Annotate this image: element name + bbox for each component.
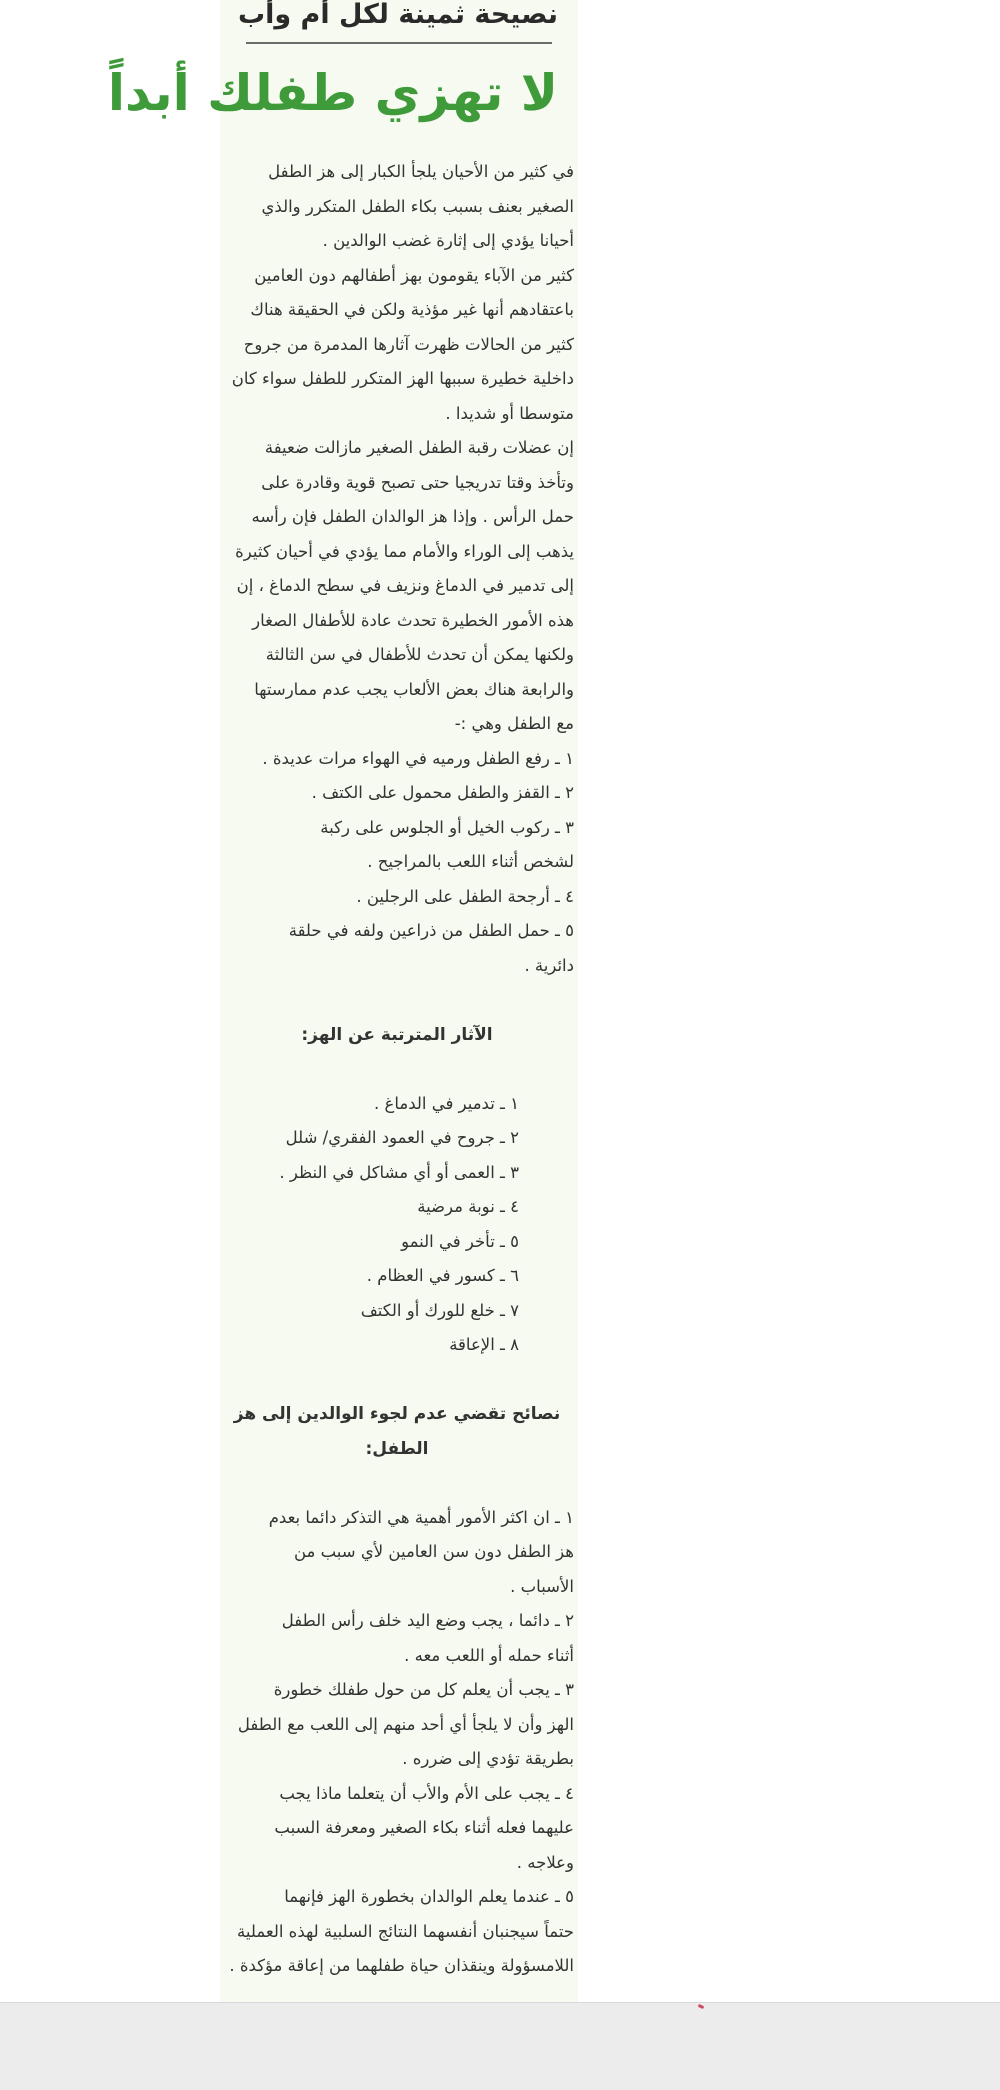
list-item <box>220 1604 574 1673</box>
list-item: ٤ ـ نوبة مرضية <box>417 1197 519 1216</box>
text-line: إن عضلات رقبة الطفل الصغير مازالت ضعيفة <box>264 438 574 457</box>
text-line: داخلية خطيرة سببها الهز المتكرر للطفل سواء كان <box>231 369 574 388</box>
kicker-divider <box>246 42 552 44</box>
text-line: كثير من الحالات ظهرت آثارها المدمرة من جروح <box>243 334 574 354</box>
effects-title: الآثار المترتبة عن الهز: <box>301 1024 493 1045</box>
text-line: الهز وأن لا يلجأ أي أحد منهم إلى اللعب مع الطفل <box>237 1714 574 1734</box>
text-line: ٣ ـ يجب أن يعلم كل من حول طفلك خطورة <box>273 1680 574 1699</box>
list-item <box>220 776 574 811</box>
list-item: ١ ـ تدمير في الدماغ . <box>374 1093 519 1113</box>
list-item <box>220 1673 574 1777</box>
text-line: ٤ ـ يجب على الأم والأب أن يتعلما ماذا يجب <box>279 1783 574 1803</box>
text-line: إلى تدمير في الدماغ ونزيف في سطح الدماغ ، إن <box>236 576 574 595</box>
list-item <box>220 1501 574 1605</box>
text-line: مع الطفل وهي :- <box>454 714 574 733</box>
text-line: هز الطفل دون سن العامين لأي سبب من <box>293 1542 574 1561</box>
text-line: لشخص أثناء اللعب بالمراجيح . <box>367 852 574 871</box>
text-line: دائرية . <box>524 955 574 975</box>
list-item: ٥ ـ تأخر في النمو <box>401 1231 519 1251</box>
text-line: باعتقادهم أنها غير مؤذية ولكن في الحقيقة هناك <box>250 300 574 319</box>
list-item: ٦ ـ كسور في العظام . <box>366 1266 519 1285</box>
text-line: في كثير من الأحيان يلجأ الكبار إلى هز الطفل <box>268 162 574 181</box>
text-line: ٣ ـ ركوب الخيل أو الجلوس على ركبة <box>320 817 574 837</box>
list-item <box>220 742 574 777</box>
list-item <box>220 880 574 915</box>
text-line: اللامسؤولة وينقذان حياة طفلهما من إعاقة مؤكدة . <box>229 1956 574 1975</box>
list-item: ٢ ـ جروح في العمود الفقري/ شلل <box>285 1128 519 1147</box>
text-line: أثناء حمله أو اللعب معه . <box>404 1645 574 1665</box>
scan-margin <box>0 2002 1000 2090</box>
article-kicker: نصيحة ثمينة لكل أم وأب <box>237 0 558 30</box>
list-item <box>220 811 574 880</box>
text-line: متوسطا أو شديدا . <box>445 403 574 423</box>
paragraph <box>220 155 574 259</box>
text-line: ٥ ـ عندما يعلم الوالدان بخطورة الهز فإنهما <box>284 1887 574 1906</box>
section-title-line: الطفل: <box>365 1438 429 1459</box>
text-line: حتماً سيجنبان أنفسهما النتائج السلبية لهذه العملية <box>237 1921 574 1941</box>
list-item <box>220 1777 574 1881</box>
paragraph <box>220 431 574 742</box>
text-line: أحيانا يؤدي إلى إثارة غضب الوالدين . <box>322 231 574 250</box>
text-line: وتأخذ وقتا تدريجيا حتى تصبح قوية وقادرة على <box>261 472 574 492</box>
spacer <box>220 1052 574 1087</box>
paragraph <box>220 259 574 432</box>
text-line: يذهب إلى الوراء والأمام مما يؤدي في أحيان كثيرة <box>235 541 574 561</box>
text-line: ١ ـ ان اكثر الأمور أهمية هي التذكر دائما بعدم <box>268 1507 574 1527</box>
text-line: ٢ ـ القفز والطفل محمول على الكتف . <box>311 783 574 802</box>
spacer <box>220 1363 574 1398</box>
text-line: ٤ ـ أرجحة الطفل على الرجلين . <box>356 886 574 906</box>
list-item: ٣ ـ العمى أو أي مشاكل في النظر . <box>279 1162 519 1182</box>
text-line: حمل الرأس . وإذا هز الوالدان الطفل فإن رأسه <box>251 507 574 526</box>
text-line: ٥ ـ حمل الطفل من ذراعين ولفه في حلقة <box>288 921 574 940</box>
advice-list <box>220 1501 574 1984</box>
text-line: ولكنها يمكن أن تحدث للأطفال في سن الثالثة <box>265 645 574 664</box>
text-line: الأسباب . <box>510 1576 574 1596</box>
text-line: الصغير بعنف بسبب بكاء الطفل المتكرر والذي <box>261 196 574 216</box>
advice-title <box>220 1397 574 1466</box>
intro-section <box>220 155 574 742</box>
spacer <box>220 983 574 1018</box>
text-line: كثير من الآباء يقومون بهز أطفالهم دون العامين <box>254 265 574 285</box>
text-line: ١ ـ رفع الطفل ورميه في الهواء مرات عديدة . <box>262 748 574 768</box>
article-body <box>220 155 574 1984</box>
scan-speck <box>698 2004 705 2009</box>
list-item <box>220 1880 574 1984</box>
list-item: ٧ ـ خلع للورك أو الكتف <box>360 1300 519 1320</box>
text-line: والرابعة هناك بعض الألعاب يجب عدم ممارستها <box>254 679 574 699</box>
text-line: بطريقة تؤدي إلى ضرره . <box>402 1749 574 1768</box>
article-column <box>107 0 578 2002</box>
text-line: هذه الأمور الخطيرة تحدث عادة للأطفال الصغار <box>252 610 574 630</box>
spacer <box>220 1466 574 1501</box>
text-line: عليهما فعله أثناء بكاء الصغير ومعرفة السبب <box>274 1818 574 1837</box>
article-headline: لا تهزي طفلك أبداً <box>107 64 558 122</box>
games-list <box>220 742 574 984</box>
text-line: وعلاجه . <box>516 1852 574 1872</box>
section-title-line: نصائح تقضي عدم لجوء الوالدين إلى هز <box>233 1404 561 1424</box>
list-item <box>220 914 574 983</box>
text-line: ٢ ـ دائما ، يجب وضع اليد خلف رأس الطفل <box>281 1611 574 1630</box>
list-item: ٨ ـ الإعاقة <box>449 1335 519 1354</box>
effects-list <box>220 1087 574 1363</box>
